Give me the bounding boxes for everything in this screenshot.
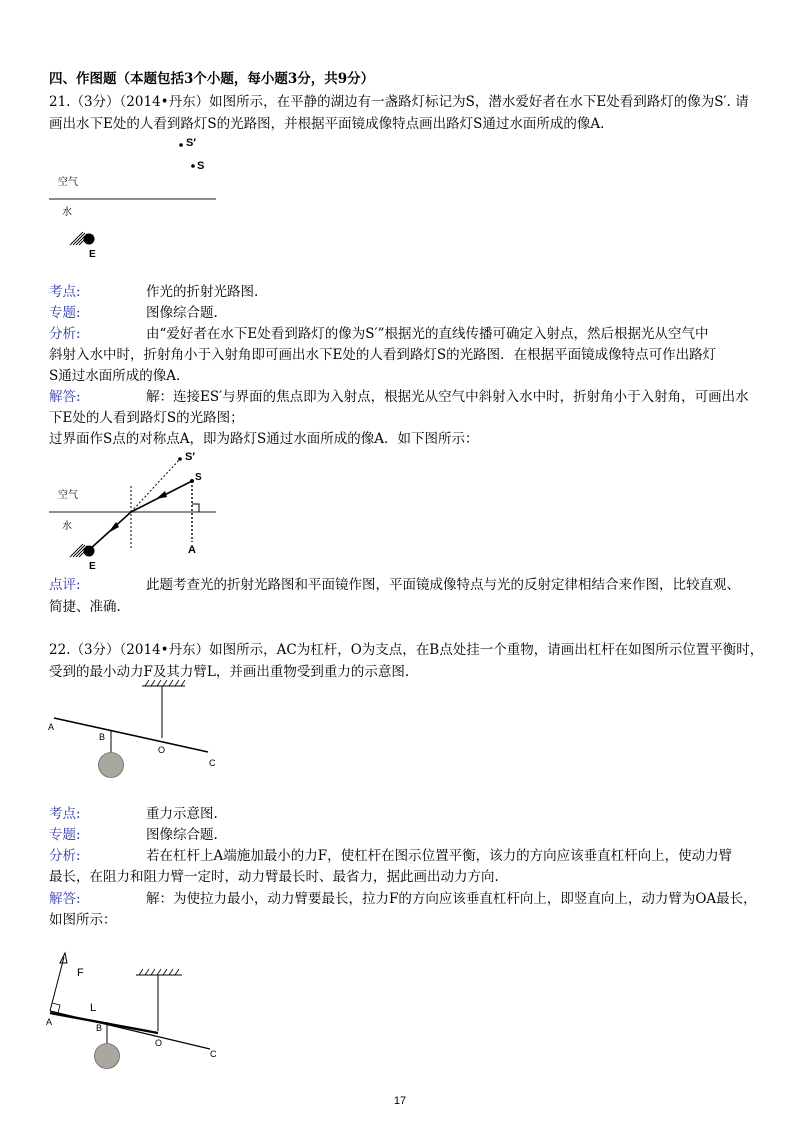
q21-sol-right-angle-mark — [192, 504, 199, 512]
q22-text-line2: 受到的最小动力F及其力臂L，并画出重物受到重力的示意图. — [49, 664, 410, 680]
q22-sol-b-label: B — [96, 1023, 103, 1033]
q21-sol-sprime-label: S′ — [185, 451, 195, 463]
q21-sol-extension-line — [131, 459, 180, 512]
q22-fig-o-label: O — [158, 745, 166, 755]
q21-fig-diver-icon — [70, 232, 95, 245]
q21-sol-e-label: E — [89, 561, 96, 572]
page-number: 17 — [393, 1095, 407, 1107]
q22-fig-b-label: B — [99, 732, 106, 742]
q22-sol-a-label: A — [46, 1017, 53, 1027]
q22-fenxi-line2: 最长，在阻力和阻力臂一定时，动力臂最长时、最省力，据此画出动力方向. — [49, 869, 499, 885]
q22-zhuanti-label: 专题: — [49, 827, 81, 843]
q21-kaodian-text: 作光的折射光路图. — [146, 284, 259, 300]
q21-sol-s-label: S — [195, 472, 202, 483]
q21-fenxi-line3: S通过水面所成的像A. — [49, 368, 181, 384]
q21-fig-e-label: E — [89, 249, 96, 260]
q21-sol-air-label: 空气 — [58, 490, 78, 501]
q21-text-line2: 画出水下E处的人看到路灯S的光路图，并根据平面镜成像特点画出路灯S通过水面所成的像A. — [49, 116, 605, 132]
q21-fig-sprime-label: S′ — [186, 137, 196, 149]
q22-fenxi-line1: 若在杠杆上A端施加最小的力F，使杠杆在图示位置平衡，该力的方向应该垂直杠杆向上，使动力臂 — [146, 848, 733, 864]
q22-jieda-line2: 如图所示： — [49, 912, 117, 928]
q22-fig-c-label: C — [209, 758, 216, 768]
q22-sol-o-label: O — [155, 1038, 163, 1048]
q21-sol-a-label: A — [188, 544, 196, 556]
section-title: 四、作图题（本题包括3个小题，每小题3分，共9分） — [49, 71, 375, 87]
q21-figure — [0, 135, 800, 275]
q21-fig-water-label: 水 — [62, 207, 72, 218]
q22-sol-lever-arm-l — [50, 1013, 158, 1033]
q21-fig-air-label: 空气 — [58, 177, 78, 188]
q22-fig-lever — [54, 718, 208, 752]
q21-dianping-label: 点评: — [49, 577, 81, 593]
q21-fig-s-point — [191, 164, 195, 168]
q21-zhuanti-text: 图像综合题. — [146, 305, 218, 321]
q21-sol-incident-arrow — [156, 491, 167, 499]
q22-fenxi-label: 分析: — [49, 848, 81, 864]
q22-kaodian-label: 考点: — [49, 806, 81, 822]
q22-jieda-label: 解答: — [49, 891, 81, 907]
q21-zhuanti-label: 专题: — [49, 305, 81, 321]
q21-fig-sprime-point — [179, 143, 183, 147]
q22-text-line1: 22.（3分）（2014•丹东）如图所示，AC为杠杆，O为支点，在B点处挂一个重物，请画出杠杆在如图所示位置平衡时， — [49, 642, 764, 658]
q22-zhuanti-text: 图像综合题. — [146, 827, 218, 843]
q22-sol-c-label: C — [210, 1049, 217, 1059]
q21-kaodian-label: 考点: — [49, 284, 81, 300]
q22-figure — [0, 685, 800, 785]
q22-jieda-line1: 解：为使拉力最小，动力臂要最长，拉力F的方向应该垂直杠杆向上，即竖直向上，动力臂为OA最长， — [146, 891, 757, 907]
q22-solution-figure — [0, 945, 800, 1085]
q21-sol-diver-icon — [70, 544, 95, 557]
q21-jieda-line2: 下E处的人看到路灯S的光路图； — [49, 410, 244, 426]
q21-sol-water-label: 水 — [62, 521, 72, 532]
q21-jieda-line3: 过界面作S点的对称点A，即为路灯S通过水面所成的像A．如下图所示： — [49, 431, 479, 447]
q21-fenxi-line1: 由“爱好者在水下E处看到路灯的像为S′”根据光的直线传播可确定入射点，然后根据光从空气中 — [146, 326, 709, 342]
q21-jieda-label: 解答: — [49, 389, 81, 405]
q21-jieda-line1: 解：连接ES′与界面的焦点即为入射点，根据光从空气中斜射入水中时，折射角小于入射角，可画出水 — [146, 389, 749, 405]
q22-sol-l-label: L — [90, 1002, 97, 1014]
q22-sol-f-label: F — [77, 967, 84, 979]
q22-fig-weight — [99, 753, 124, 778]
q22-fig-a-label: A — [48, 722, 55, 732]
q21-fig-s-label: S — [197, 160, 205, 172]
q21-fenxi-label: 分析: — [49, 326, 81, 342]
q21-fenxi-line2: 斜射入水中时，折射角小于入射角即可画出水下E处的人看到路灯S的光路图．在根据平面镜成像特点可作出路灯 — [49, 347, 717, 363]
q21-dianping-line2: 简捷、准确. — [49, 599, 121, 615]
q21-text-line1: 21.（3分）（2014•丹东）如图所示，在平静的湖边有一盏路灯标记为S，潜水爱好者在水下E处看到路灯的像为S′. 请 — [49, 94, 749, 110]
q21-dianping-line1: 此题考查光的折射光路图和平面镜作图，平面镜成像特点与光的反射定律相结合来作图，比较直观、 — [146, 577, 740, 593]
q22-sol-ceiling-hatch — [136, 969, 182, 975]
q22-sol-weight — [95, 1044, 120, 1069]
q21-solution-figure — [0, 450, 800, 580]
q22-kaodian-text: 重力示意图. — [146, 806, 218, 822]
